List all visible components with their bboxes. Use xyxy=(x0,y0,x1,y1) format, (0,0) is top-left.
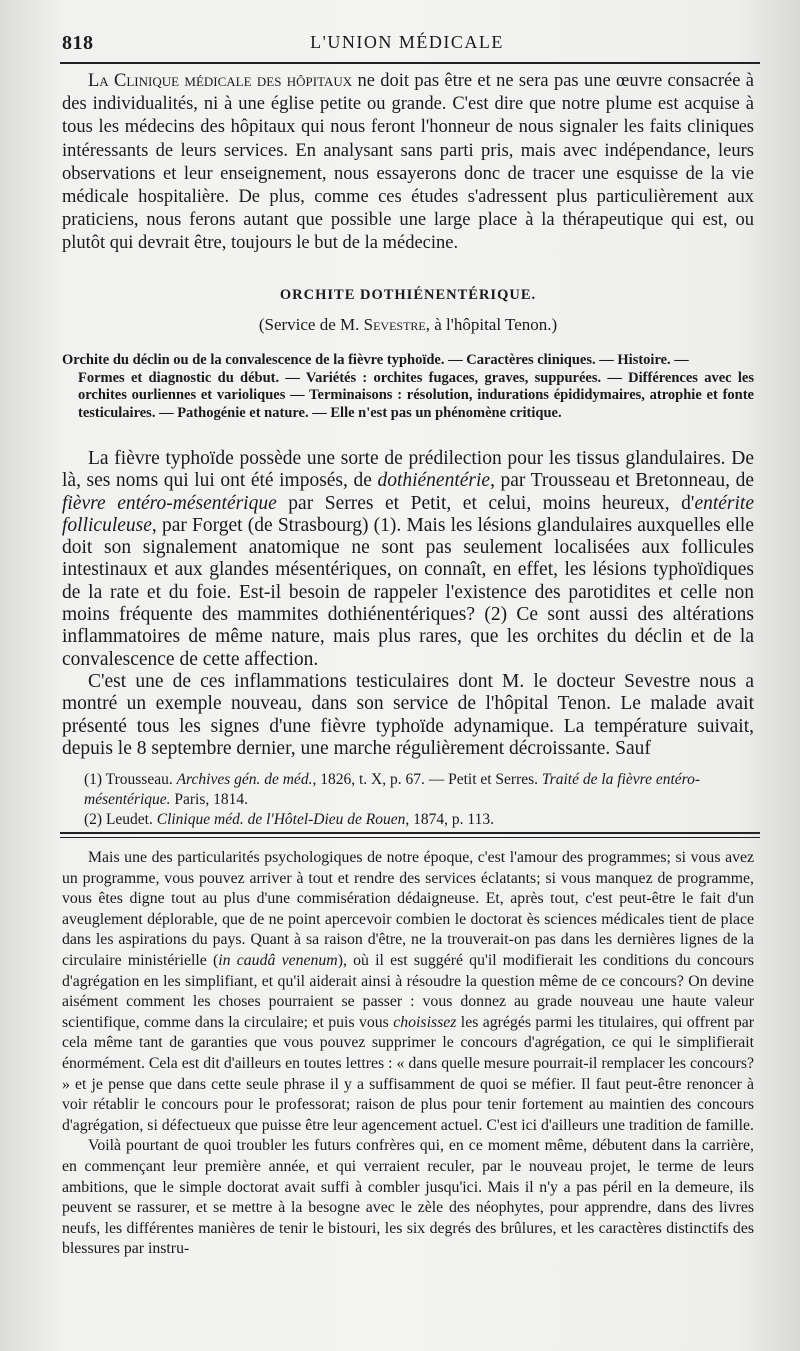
service-name: Sevestre xyxy=(363,315,426,334)
feuilleton-rule-top xyxy=(60,832,760,834)
body-paragraph-1: La fièvre typhoïde possède une sorte de prédilection pour les tissus glandulaires. De là, ses noms qui lui ont été imposés, de dothiénentérie, par Trousseau et Bretonneau, de fièvre entéro-mésentérique par Serres et Petit, et celui, moins heureux, d'entérite folliculeuse, par Forget (de Strasbourg) (1). Mais les lésions glandulaires auxquelles elle doit son signalement anatomique ne sont pas seulement localisées aux follicules intestinaux et aux glandes mésentériques, on connaît, en effet, les lésions typhoïdiques de la rate et du foie. Est-il besoin de rappeler l'existence des parotidites et celle non moins fréquente des mammites dothiénentériques? (2) Ce sont aussi des altérations inflammatoires de même nature, mais plus rares, que les orchites du déclin et de la convalescence de cette affection. xyxy=(62,448,754,670)
page-number: 818 xyxy=(62,32,94,54)
intro-text: ne doit pas être et ne sera pas une œuvre consacrée à des individualités, ni à une église petite ou grande. C'est dire que notre plume est acquise à tous les médecins des hôpitaux qui nous feront l'honneur de nous signaler les faits cliniques intéressants de leurs services. En analysant sans parti pris, mais avec indépendance, leurs observations et leur enseignement, nous essayerons donc de tracer une esquisse de la vie médicale hospitalière. De plus, comme ces études s'adressent plus particulièrement aux praticiens, nous ferons autant que possible une large place à la thérapeutique qui est, ou plutôt qui devrait être, toujours le but de la médecine. xyxy=(62,71,754,254)
intro-paragraph xyxy=(62,70,754,256)
page-header xyxy=(62,30,752,60)
header-rule xyxy=(60,62,760,64)
summary-line-1: Orchite du déclin ou de la convalescence de la fièvre typhoïde. — Caractères cliniques. — Histoire. — xyxy=(62,352,689,368)
feuilleton-rule-bottom xyxy=(60,837,760,838)
footnote-2: (2) Leudet. Clinique méd. de l'Hôtel-Dieu de Rouen, 1874, p. 113. xyxy=(84,811,494,828)
intro-lead: La Clinique médicale des hôpitaux xyxy=(88,71,353,91)
feuilleton-paragraph-1: Mais une des particularités psychologiques de notre époque, c'est l'amour des programmes; si vous avez un programme, vous pouvez arriver à tout et rendre des services éclatants; si vous manquez de programme, vous êtes digne tout au plus d'une commisération dédaigneuse. Et, après tout, c'est peut-être le fait d'un aveuglement déplorable, que de ne point apercevoir combien le doctorat ès sciences médicales tient de place dans les aspirations du pays. Quant à sa raison d'être, ne la trouverait-on pas dans les dernières lignes de la circulaire ministérielle (in caudâ venenum), où il est suggéré qu'il modifierait les conditions du concours d'agrégation en les simplifiant, et qu'il aiderait ainsi à résoudre la question même de ce concours? On devine aisément comment les choses pourraient se passer : vous donnez au grade nouveau une haute valeur scientifique, comme dans la circulaire; et puis vous choisissez les agrégés parmi les titulaires, qui offrent par cela même tant de garanties que vous pouvez supprimer le concours d'agrégation, ce qui le simplifierait énormément. Cela est dit d'ailleurs en toutes lettres : « dans quelle mesure pourrait-il remplacer les concours? » et je pense que dans cette seule phrase il y a suffisamment de quoi se méfier. Il faut peut-être renoncer à voir rétablir le concours pour le professorat; raison de plus pour tenir fortement au maintien des concours d'agrégation, si défectueux que puisse être leur agencement actuel. C'est ici d'ailleurs une tradition de famille. xyxy=(62,849,754,1134)
running-title: L'UNION MÉDICALE xyxy=(310,32,504,52)
article-title: ORCHITE DOTHIÉNENTÉRIQUE. xyxy=(279,287,537,303)
feuilleton-text xyxy=(62,848,754,1260)
service-suffix: , à l'hôpital Tenon.) xyxy=(425,315,558,334)
footnote-1: (1) Trousseau. Archives gén. de méd., 1826, t. X, p. 67. — Petit et Serres. Traité de la fièvre entéro-mésentérique. Paris, 1814. xyxy=(84,771,701,808)
article-service xyxy=(62,315,754,335)
body-paragraph-2: C'est une de ces inflammations testiculaires dont M. le docteur Sevestre nous a montré un exemple nouveau, dans son service de l'hôpital Tenon. Le malade avait présenté tous les signes d'une fièvre typhoïde adynamique. La température suivait, depuis le 8 septembre dernier, une marche régulièrement décroissante. Sauf xyxy=(62,670,754,759)
article-body xyxy=(62,448,754,760)
article-summary xyxy=(62,352,754,422)
footnotes xyxy=(62,770,754,830)
feuilleton-paragraph-2: Voilà pourtant de quoi troubler les futurs confrères qui, en ce moment même, débutent dans la carrière, en commençant leur première année, et qui verraient reculer, par le nouveau projet, le terme de leurs ambitions, que le simple doctorat avait suffi à combler jusqu'ici. Mais il n'y a pas péril en la demeure, ils peuvent se rassurer, et se mettre à la besogne avec le zèle des néophytes, pour apprendre, dans des livres neufs, les différentes manières de tenir le bistouri, les six degrés des brûlures, et les caractères distinctifs des blessures par instru- xyxy=(62,1137,754,1258)
service-prefix: (Service de M. xyxy=(258,315,364,334)
summary-rest: Formes et diagnostic du début. — Variétés : orchites fugaces, graves, suppurées. — Différences avec les orchites ourliennes et varioliques — Terminaisons : résolution, indurations épididymaires, atrophie et fonte testiculaires. — Pathogénie et nature. — Elle n'est pas un phénomène critique. xyxy=(78,369,754,421)
